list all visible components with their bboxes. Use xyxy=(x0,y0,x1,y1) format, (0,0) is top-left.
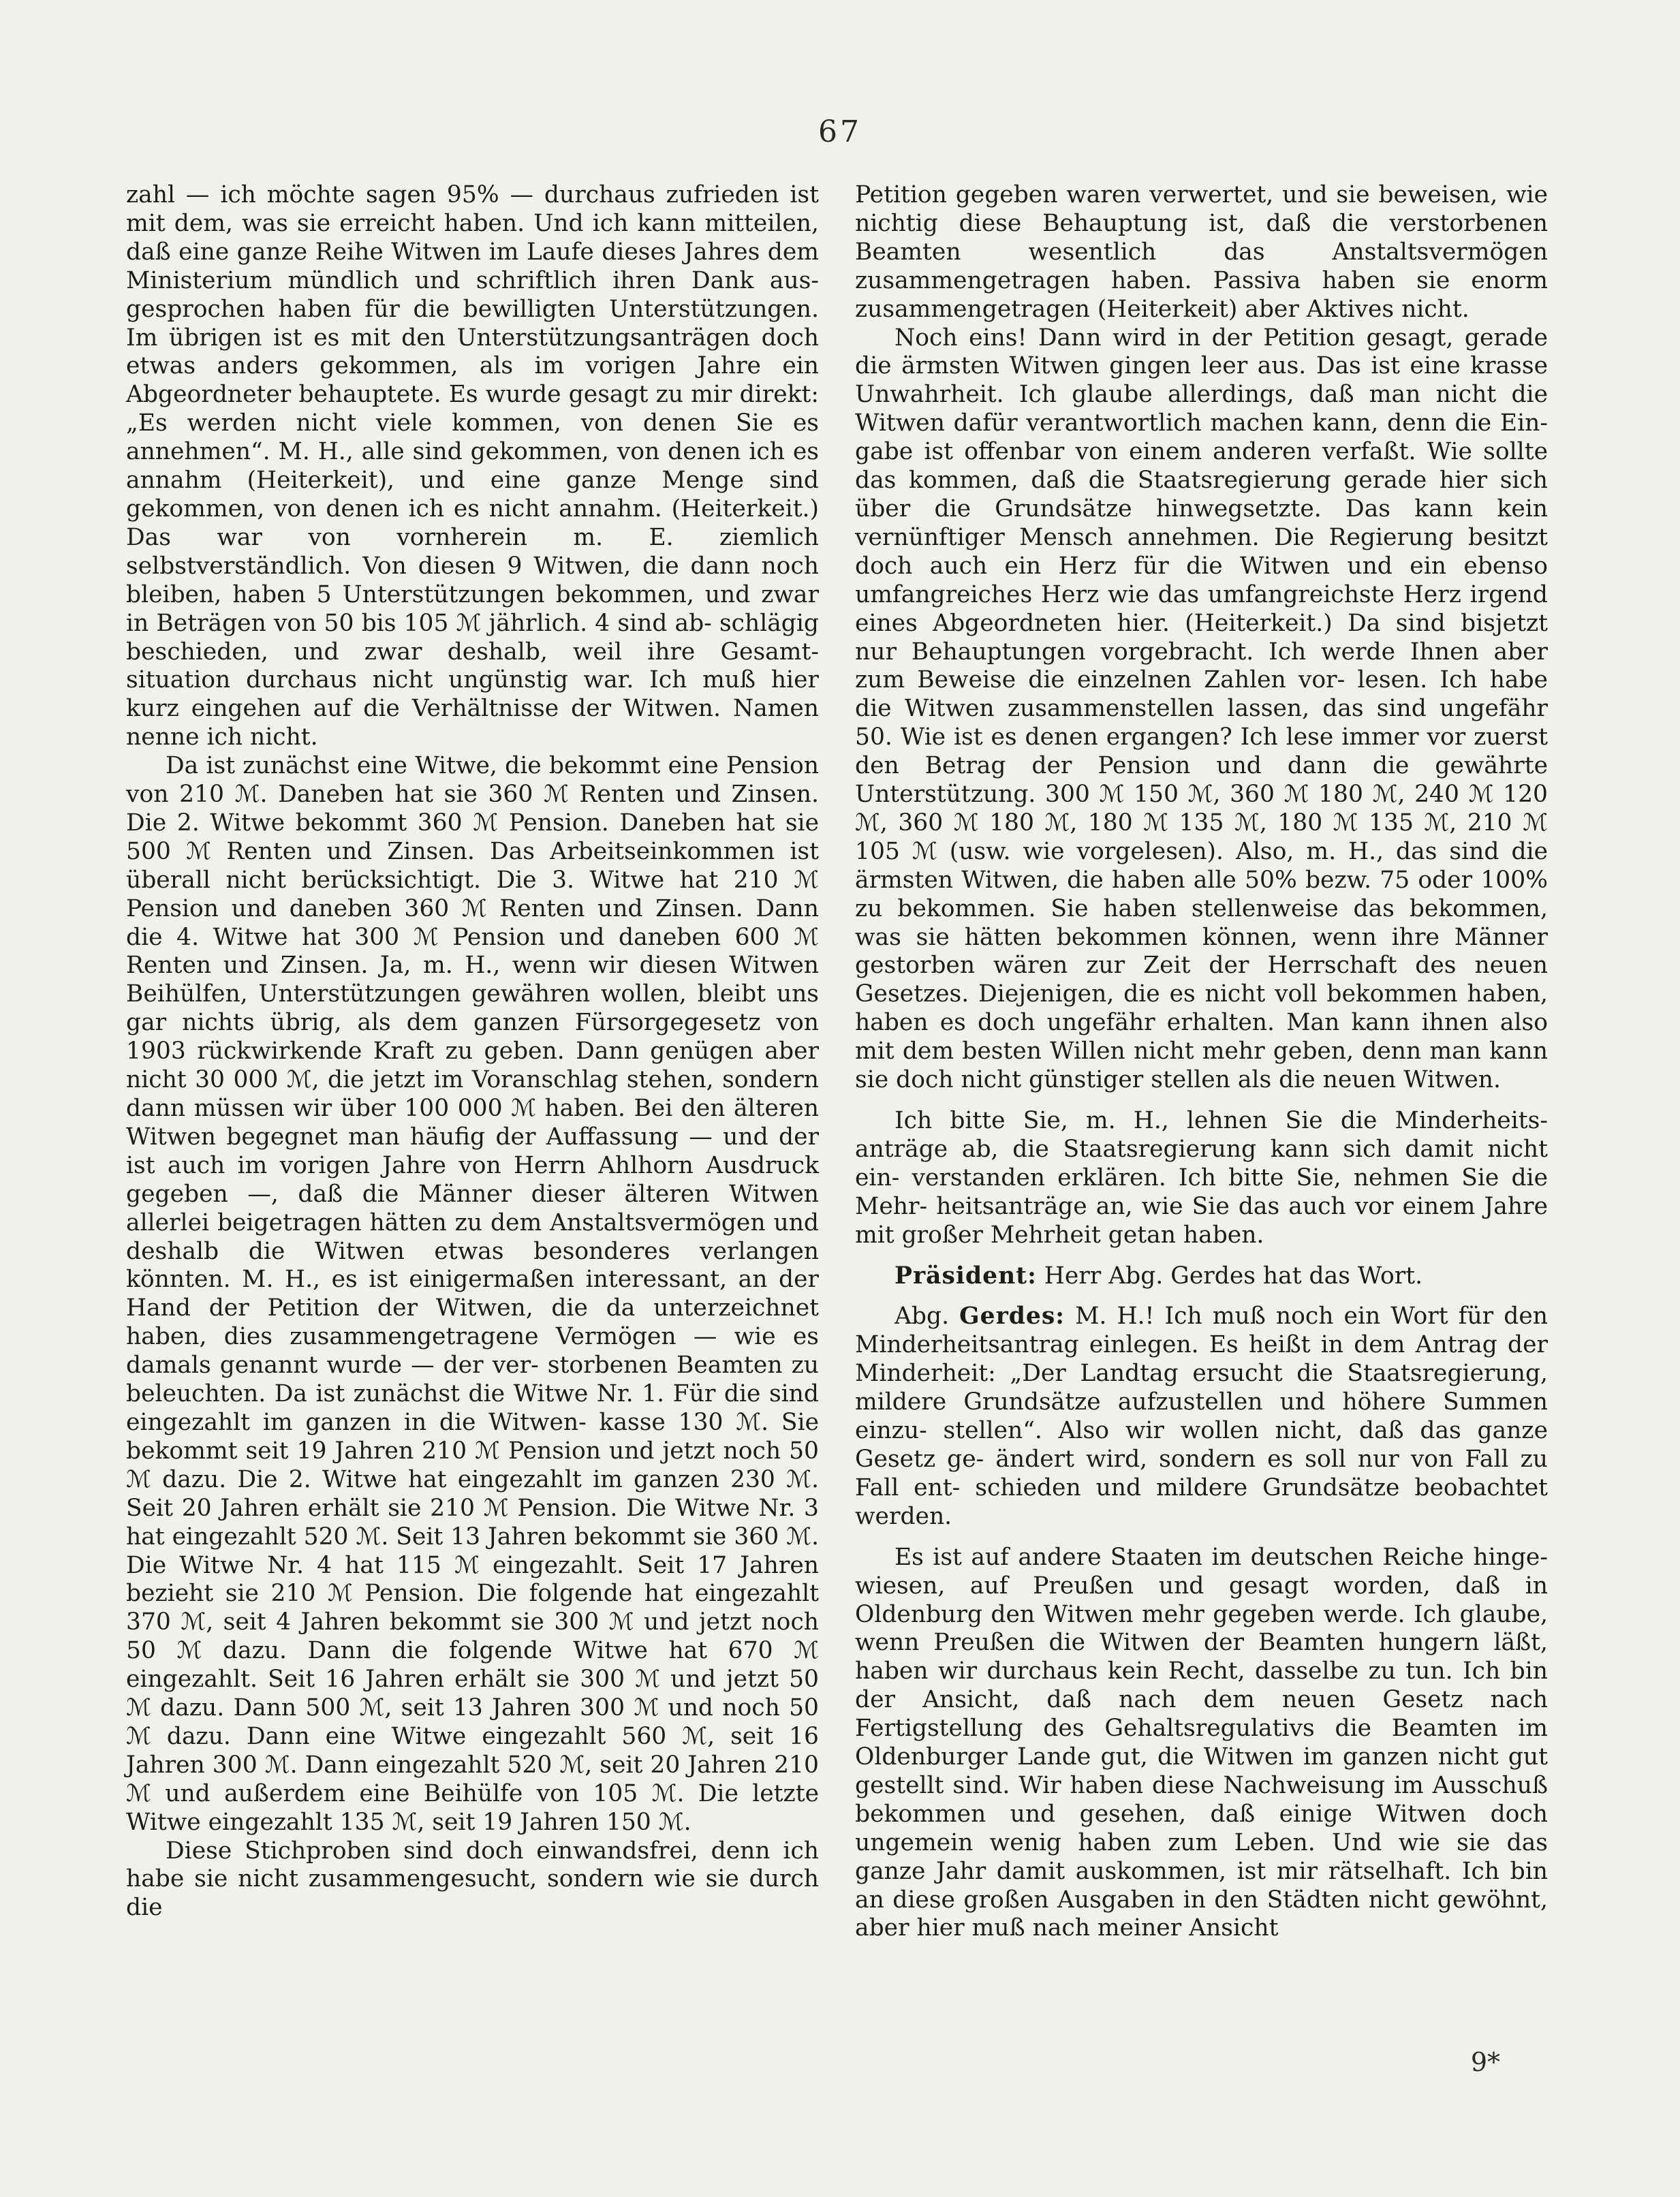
paragraph: Ich bitte Sie, m. H., lehnen Sie die Minderheits- anträge ab, die Staatsregierung kann sich damit nicht ein- verstanden erklären. Ich bitte Sie, nehmen Sie die Mehr- heitsanträge an, wie Sie das auch vor einem Jahre mit großer Mehrheit getan haben. xyxy=(855,1107,1548,1249)
page-number: 67 xyxy=(818,114,862,149)
paragraph: Es ist auf andere Staaten im deutschen Reiche hinge- wiesen, auf Preußen und gesagt worden, daß in Oldenburg den Witwen mehr gegeben werde. Ich glaube, wenn Preußen die Witwen der Beamten hungern läßt, haben wir durchaus kein Recht, dasselbe zu tun. Ich bin der Ansicht, daß nach dem neuen Gesetz nach Fertigstellung des Gehaltsregulativs die Beamten im Oldenburger Lande gut, die Witwen im ganzen nicht gut gestellt sind. Wir haben diese Nachweisung im Ausschuß bekommen und gesehen, daß einige Witwen doch ungemein wenig haben zum Leben. Und wie sie das ganze Jahr damit auskommen, ist mir rätselhaft. Ich bin an diese großen Ausgaben in den Städten nicht gewöhnt, aber hier muß nach meiner Ansicht xyxy=(855,1543,1548,1942)
right-column xyxy=(855,181,1548,1943)
speaker-paragraph xyxy=(855,1262,1548,1291)
paragraph: zahl — ich möchte sagen 95% — durchaus zufrieden ist mit dem, was sie erreicht haben. Und ich kann mitteilen, daß eine ganze Reihe Witwen im Laufe dieses Jahres dem Ministerium mündlich und schriftlich ihren Dank aus- gesprochen haben für die bewilligten Unterstützungen. Im übrigen ist es mit den Unterstützungsanträgen doch etwas anders gekommen, als im vorigen Jahre ein Abgeordneter behauptete. Es wurde gesagt zu mir direkt: „Es werden nicht viele kommen, von denen Sie es annehmen“. M. H., alle sind gekommen, von denen ich es annahm (Heiterkeit), und eine ganze Menge sind gekommen, von denen ich es nicht annahm. (Heiterkeit.) Das war von vornherein m. E. ziemlich selbstverständlich. Von diesen 9 Witwen, die dann noch bleiben, haben 5 Unterstützungen bekommen, und zwar in Beträgen von 50 bis 105 ℳ jährlich. 4 sind ab- schlägig beschieden, und zwar deshalb, weil ihre Gesamt- situation durchaus nicht ungünstig war. Ich muß hier kurz eingehen auf die Verhältnisse der Witwen. Namen nenne ich nicht. xyxy=(126,181,819,751)
speaker-name: Gerdes: xyxy=(959,1303,1065,1330)
speaker-name: Präsident: xyxy=(895,1262,1037,1290)
left-column xyxy=(126,181,819,1922)
signature-mark: 9* xyxy=(1470,2047,1500,2077)
speaker-lead: Abg. xyxy=(895,1303,960,1330)
speaker-text: Herr Abg. Gerdes hat das Wort. xyxy=(1036,1262,1423,1290)
paragraph: Da ist zunächst eine Witwe, die bekommt eine Pension von 210 ℳ. Daneben hat sie 360 ℳ Renten und Zinsen. Die 2. Witwe bekommt 360 ℳ Pension. Daneben hat sie 500 ℳ Renten und Zinsen. Das Arbeitseinkommen ist überall nicht berücksichtigt. Die 3. Witwe hat 210 ℳ Pension und daneben 360 ℳ Renten und Zinsen. Dann die 4. Witwe hat 300 ℳ Pension und daneben 600 ℳ Renten und Zinsen. Ja, m. H., wenn wir diesen Witwen Beihülfen, Unterstützungen gewähren wollen, bleibt uns gar nichts übrig, als dem ganzen Fürsorgegesetz von 1903 rückwirkende Kraft zu geben. Dann genügen aber nicht 30 000 ℳ, die jetzt im Voranschlag stehen, sondern dann müssen wir über 100 000 ℳ haben. Bei den älteren Witwen begegnet man häufig der Auffassung — und der ist auch im vorigen Jahre von Herrn Ahlhorn Ausdruck gegeben —, daß die Männer dieser älteren Witwen allerlei beigetragen hätten zu dem Anstaltsvermögen und deshalb die Witwen etwas besonderes verlangen könnten. M. H., es ist einigermaßen interessant, an der Hand der Petition der Witwen, die da unterzeichnet haben, dies zusammengetragene Vermögen — wie es damals genannt wurde — der ver- storbenen Beamten zu beleuchten. Da ist zunächst die Witwe Nr. 1. Für die sind eingezahlt im ganzen in die Witwen- kasse 130 ℳ. Sie bekommt seit 19 Jahren 210 ℳ Pension und jetzt noch 50 ℳ dazu. Die 2. Witwe hat eingezahlt im ganzen 230 ℳ. Seit 20 Jahren erhält sie 210 ℳ Pension. Die Witwe Nr. 3 hat eingezahlt 520 ℳ. Seit 13 Jahren bekommt sie 360 ℳ. Die Witwe Nr. 4 hat 115 ℳ eingezahlt. Seit 17 Jahren bezieht sie 210 ℳ Pension. Die folgende hat eingezahlt 370 ℳ, seit 4 Jahren bekommt sie 300 ℳ und jetzt noch 50 ℳ dazu. Dann die folgende Witwe hat 670 ℳ eingezahlt. Seit 16 Jahren erhält sie 300 ℳ und jetzt 50 ℳ dazu. Dann 500 ℳ, seit 13 Jahren 300 ℳ und noch 50 ℳ dazu. Dann eine Witwe eingezahlt 560 ℳ, seit 16 Jahren 300 ℳ. Dann eingezahlt 520 ℳ, seit 20 Jahren 210 ℳ und außerdem eine Beihülfe von 105 ℳ. Die letzte Witwe eingezahlt 135 ℳ, seit 19 Jahren 150 ℳ. xyxy=(126,752,819,1836)
speaker-paragraph xyxy=(855,1303,1548,1531)
paragraph: Diese Stichproben sind doch einwandsfrei, denn ich habe sie nicht zusammengesucht, sondern wie sie durch die xyxy=(126,1837,819,1922)
speaker-text: M. H.! Ich muß noch ein Wort für den Minderheitsantrag einlegen. Es heißt in dem Antrag der Minderheit: „Der Landtag ersucht die Staatsregierung, mildere Grundsätze aufzustellen und höhere Summen einzu- stellen“. Also wir wollen nicht, daß das ganze Gesetz ge- ändert wird, sondern es soll nur von Fall zu Fall ent- schieden und mildere Grundsätze beobachtet werden. xyxy=(855,1303,1548,1530)
paragraph: Noch eins! Dann wird in der Petition gesagt, gerade die ärmsten Witwen gingen leer aus. Das ist eine krasse Unwahrheit. Ich glaube allerdings, daß man nicht die Witwen dafür verantwortlich machen kann, denn die Ein- gabe ist offenbar von einem anderen verfaßt. Wie sollte das kommen, daß die Staatsregierung gerade hier sich über die Grundsätze hinwegsetzte. Das kann kein vernünftiger Mensch annehmen. Die Regierung besitzt doch auch ein Herz für die Witwen und ein ebenso umfangreiches Herz wie das umfangreichste Herz irgend eines Abgeordneten hier. (Heiterkeit.) Da sind bisjetzt nur Behauptungen vorgebracht. Ich werde Ihnen aber zum Beweise die einzelnen Zahlen vor- lesen. Ich habe die Witwen zusammenstellen lassen, das sind ungefähr 50. Wie ist es denen ergangen? Ich lese immer vor zuerst den Betrag der Pension und dann die gewährte Unterstützung. 300 ℳ 150 ℳ, 360 ℳ 180 ℳ, 240 ℳ 120 ℳ, 360 ℳ 180 ℳ, 180 ℳ 135 ℳ, 180 ℳ 135 ℳ, 210 ℳ 105 ℳ (usw. wie vorgelesen). Also, m. H., das sind die ärmsten Witwen, die haben alle 50% bezw. 75 oder 100% zu bekommen. Sie haben stellenweise das bekommen, was sie hätten bekommen können, wenn ihre Männer gestorben wären zur Zeit der Herrschaft des neuen Gesetzes. Diejenigen, die es nicht voll bekommen haben, haben es doch ungefähr erhalten. Man kann ihnen also mit dem besten Willen nicht mehr geben, denn man kann sie doch nicht günstiger stellen als die neuen Witwen. xyxy=(855,324,1548,1094)
paragraph: Petition gegeben waren verwertet, und sie beweisen, wie nichtig diese Behauptung ist, daß die verstorbenen Beamten wesentlich das Anstaltsvermögen zusammengetragen haben. Passiva haben sie enorm zusammengetragen (Heiterkeit) aber Aktives nicht. xyxy=(855,181,1548,323)
